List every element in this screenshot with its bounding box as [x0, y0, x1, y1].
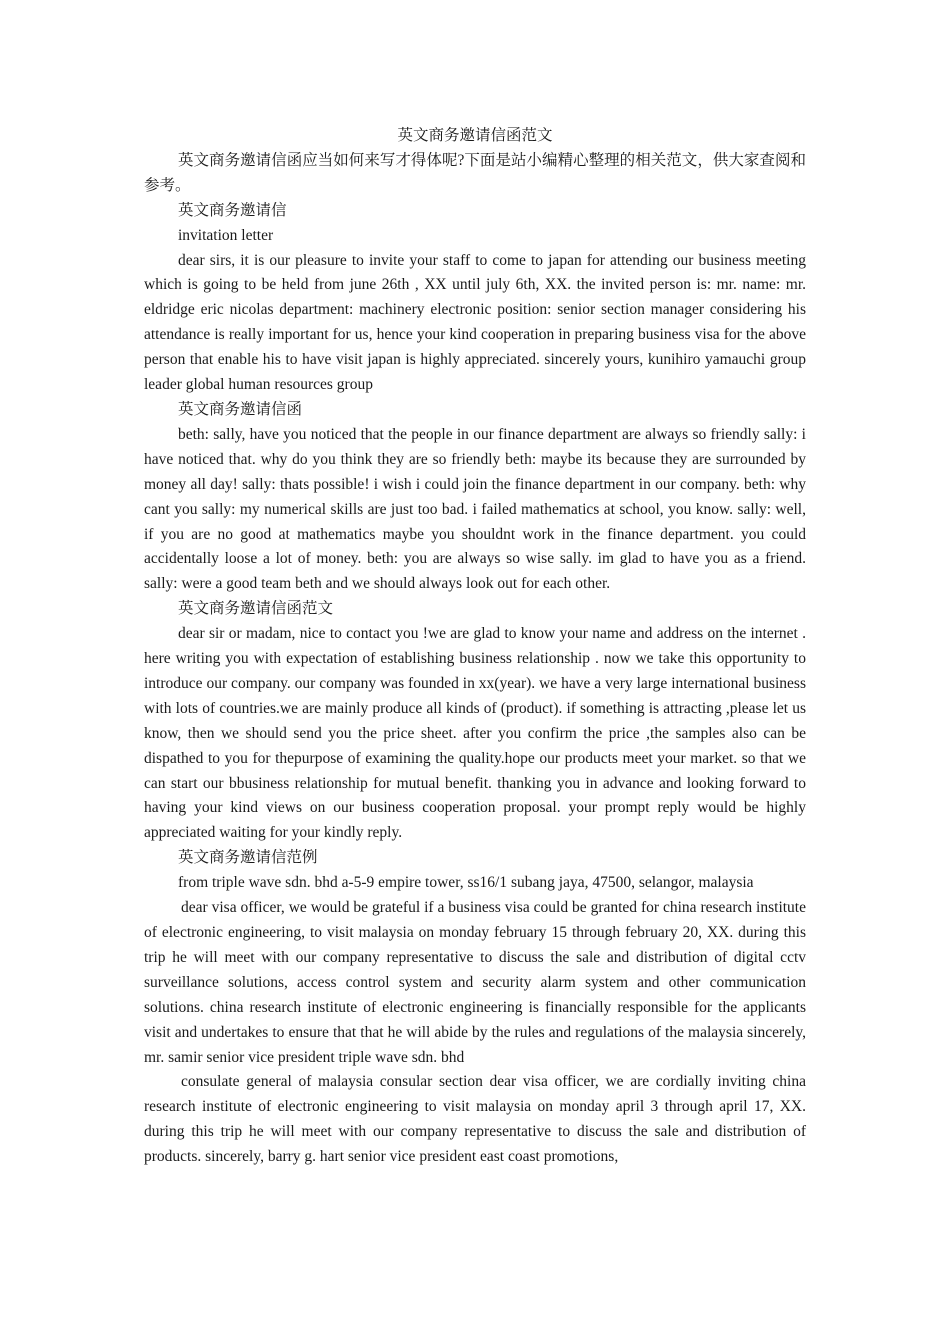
section-body-continued: consulate general of malaysia consular section dear visa officer, we are cordially inviting china research institute of electronic engineering to visit malaysia on monday april 3 through april 17, XX. during this trip he will meet with our company representative to discuss the sale and distribution of products. sincerely, barry g. hart senior vice president east coast promotions,: [144, 1073, 806, 1166]
section-body: dear sir or madam, nice to contact you !we are glad to know your name and address on the internet . here writing you with expectation of establishing business relationship . now we take this opportunity to introduce our company. our company was founded in xx(year). we have a very large international business with lots of countries.we are mainly produce all kinds of (product). if something is attracting ,please let us know, then we should send you the price sheet. after you confirm the price ,the samples also can be dispathed to you for thepurpose of examining the quality.hope our products meet your market. so that we can start our bbusiness relationship for mutual benefit. thanking you in advance and looking forward to having your kind views on our business cooperation proposal. your prompt reply would be highly appreciated waiting for your kindly reply.: [144, 625, 806, 842]
section-body: beth: sally, have you noticed that the people in our finance department are always so friendly sally: i have noticed that. why do you think they are so friendly beth: maybe its because they are surrounded by money all day! sally: thats possible! i wish i could join the finance department in our company. beth: why cant you sally: my numerical skills are just too bad. i failed mathematics at school, you know. sally: well, if you are no good at mathematics maybe you shouldnt work in the finance department. you could accidentally loose a lot of money. beth: you are always so wise sally. im glad to have you as a friend. sally: were a good team beth and we should always look out for each other.: [144, 425, 806, 593]
intro-paragraph: 英文商务邀请信函应当如何来写才得体呢?下面是站小编精心整理的相关范文，供大家查阅和参考。: [144, 151, 806, 194]
section-body: dear sirs, it is our pleasure to invite your staff to come to japan for attending our business meeting which is going to be held from june 26th , XX until july 6th, XX. the invited person is: mr. name: mr. eldridge eric nicolas department: machinery electronic position: senior section manager considering his attendance is really important for us, hence your kind cooperation in preparing business visa for the above person that enable his to have visit japan is highly appreciated. sincerely yours, kunihiro yamauchi group leader global human resources group: [144, 251, 806, 394]
document-page: [144, 124, 806, 1170]
section-heading: 英文商务邀请信函范文: [178, 600, 334, 618]
section-heading: 英文商务邀请信: [178, 201, 287, 219]
section-heading: 英文商务邀请信范例: [178, 849, 318, 867]
section-subheading: invitation letter: [178, 226, 274, 244]
from-address-line: from triple wave sdn. bhd a-5-9 empire tower, ss16/1 subang jaya, 47500, selangor, malaysia: [178, 874, 754, 892]
section-body: dear visa officer, we would be grateful if a business visa could be granted for china research institute of electronic engineering, to visit malaysia on monday february 15 through february 20, XX. during this trip he will meet with our company representative to discuss the sale and distribution of digital cctv surveillance solutions, access control system and security alarm system and other communication solutions. china research institute of electronic engineering is financially responsible for the applicants visit and undertakes to ensure that that he will abide by the rules and regulations of the malaysia sincerely, mr. samir senior vice president triple wave sdn. bhd: [144, 899, 806, 1066]
document-title: 英文商务邀请信函范文: [397, 127, 553, 144]
section-heading: 英文商务邀请信函: [178, 400, 303, 418]
